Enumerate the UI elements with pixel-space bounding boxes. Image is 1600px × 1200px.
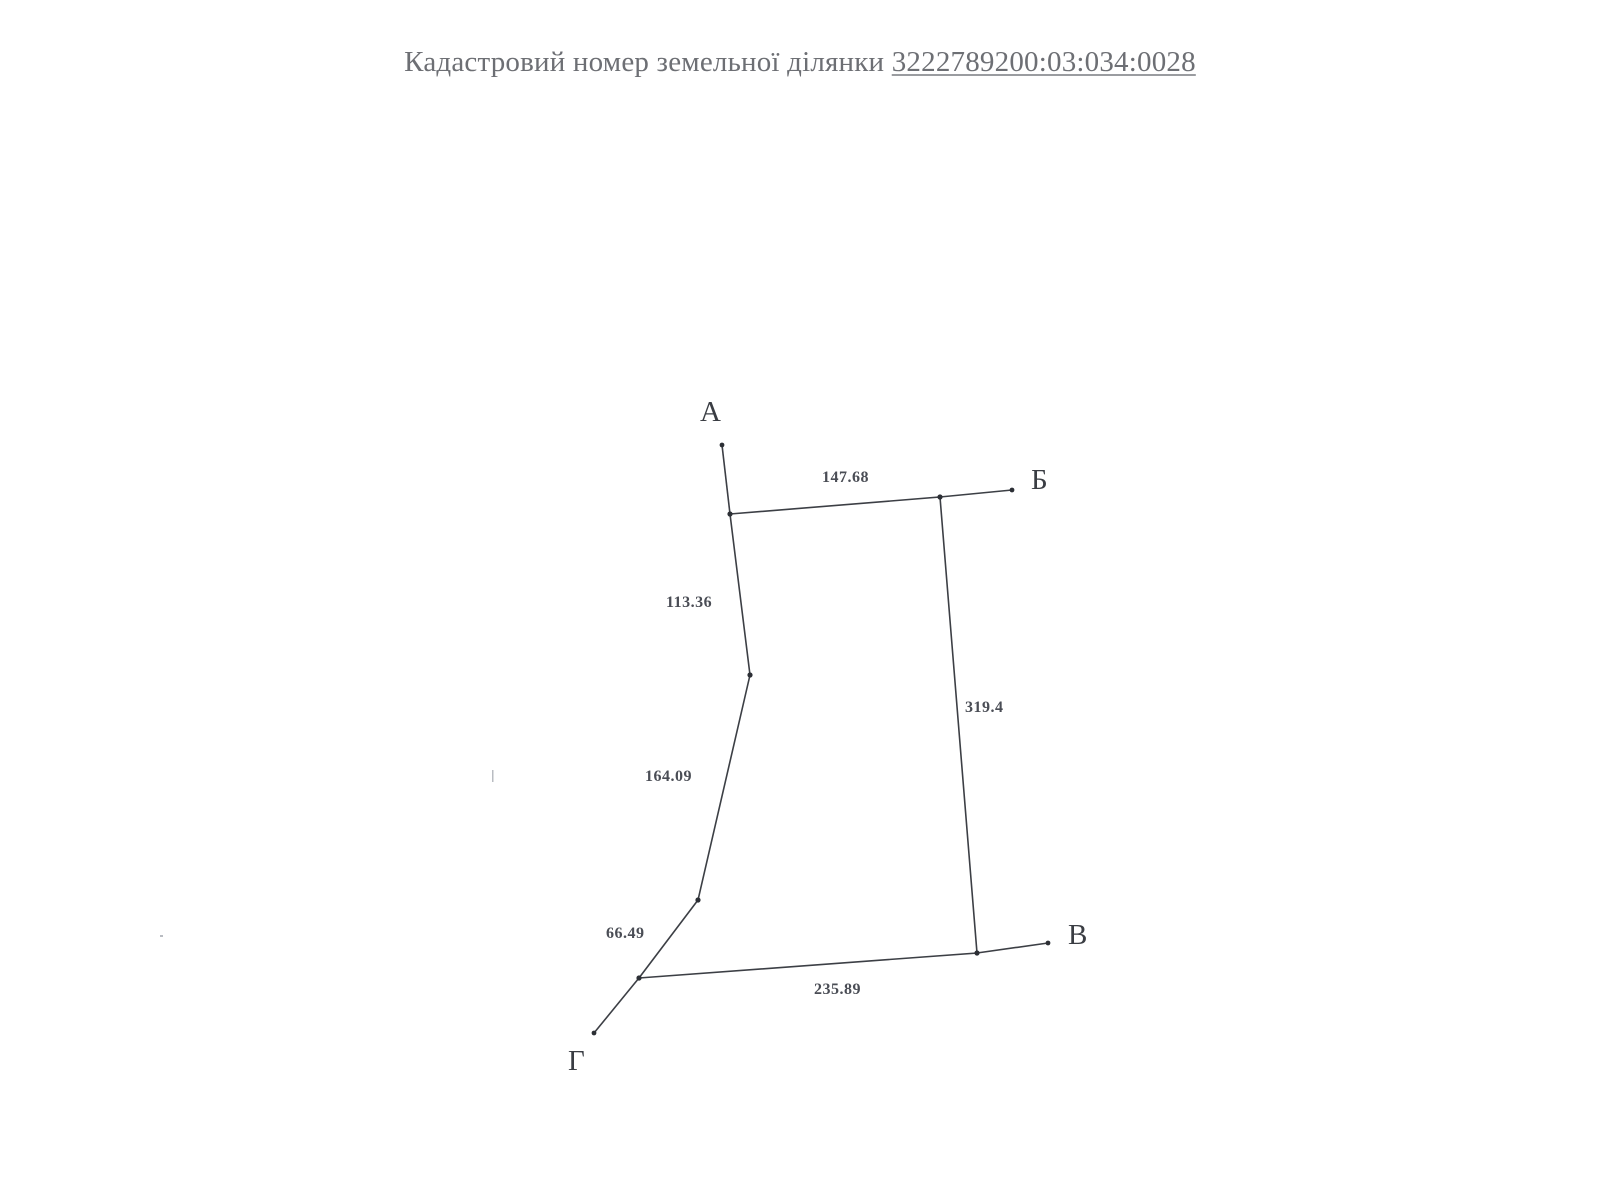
point-label-g: Г xyxy=(568,1045,585,1077)
length-west-middle: 164.09 xyxy=(645,768,692,785)
point-label-b: Б xyxy=(1031,464,1048,496)
scan-speck-2 xyxy=(160,935,163,937)
point-v-dot xyxy=(1046,941,1051,946)
point-a-dot xyxy=(720,443,725,448)
length-south: 235.89 xyxy=(814,981,861,998)
vertex-ne xyxy=(937,494,942,499)
point-label-v: В xyxy=(1068,919,1088,951)
vertex-sw xyxy=(636,975,641,980)
point-label-a: А xyxy=(700,396,721,428)
vertex-w-upper xyxy=(747,672,752,677)
vertex-w-lower xyxy=(695,897,700,902)
point-b-dot xyxy=(1010,488,1015,493)
plot-boundary xyxy=(639,497,977,978)
length-west-upper: 113.36 xyxy=(666,594,713,611)
cadastral-number: 3222789200:03:034:0028 xyxy=(891,46,1196,78)
ref-line-g xyxy=(594,978,639,1033)
length-north: 147.68 xyxy=(822,469,869,486)
vertex-se xyxy=(974,950,979,955)
vertex-nw xyxy=(727,511,732,516)
length-east: 319.4 xyxy=(965,699,1004,716)
title-prefix: Кадастровий номер земельної ділянки xyxy=(404,46,885,78)
ref-line-b xyxy=(940,490,1012,497)
scan-speck-1 xyxy=(492,770,494,782)
ref-line-v xyxy=(977,943,1048,953)
point-g-dot xyxy=(592,1031,597,1036)
ref-line-a xyxy=(722,445,730,514)
length-west-lower: 66.49 xyxy=(606,925,645,942)
